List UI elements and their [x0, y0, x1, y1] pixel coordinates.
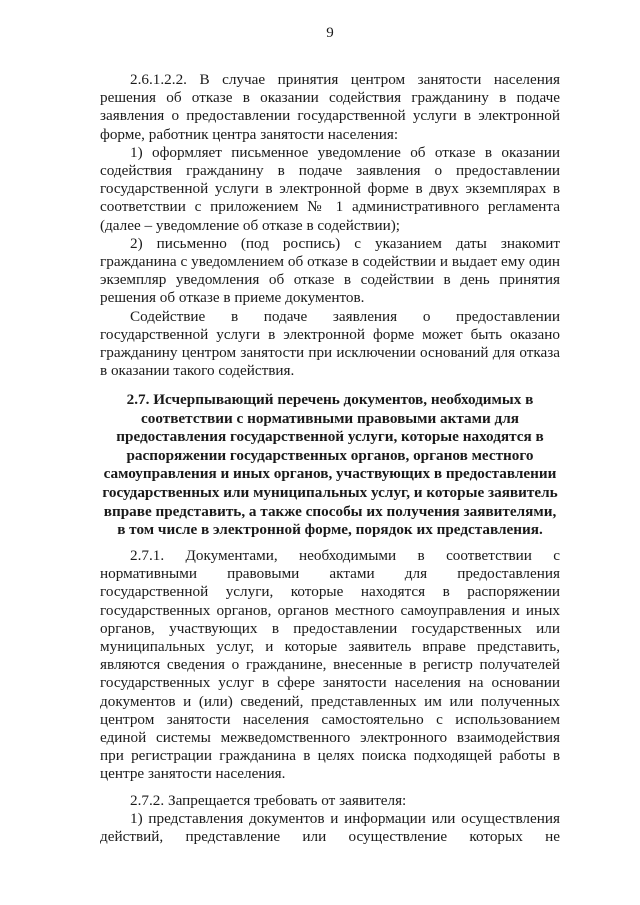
section-heading-2-7: 2.7. Исчерпывающий перечень документов, необходимых в соответствии с нормативными правовыми актами для предоставления государственной услуги, которые находятся в распоряжении государственных органов, органов местного самоуправления и иных органов, участвующих в предоставлении государственных или муниципальных услуг, и которые заявитель вправе представить, а также способы их получения заявителями, в том числе в электронной форме, порядок их представления.	[102, 391, 558, 539]
paragraph-item-2: 2) письменно (под роспись) с указанием даты знакомит гражданина с уведомлением об отказе в содействии и выдает ему один экземпляр уведомления об отказе в содействии в день принятия решения об отказе в приеме документов.	[100, 234, 560, 307]
paragraph-item-1: 1) оформляет письменное уведомление об отказе в оказании содействия гражданину в подаче заявления о предоставлении государственной услуги в электронной форме в двух экземплярах в соответствии с приложением № 1 административного регламента (далее – уведомление об отказе в содействии);	[100, 143, 560, 234]
paragraph-2-7-2: 2.7.2. Запрещается требовать от заявителя:	[130, 792, 407, 809]
section-2-6-1-2-2	[100, 71, 560, 380]
paragraph-2-7-2-item-1: 1) представления документов и информации или осуществления действий, представление или осуществление которых не	[100, 810, 560, 846]
section-2-7-1	[100, 547, 560, 784]
paragraph-assistance: Содействие в подаче заявления о предоставлении государственной услуги в электронной форме может быть оказано гражданину центром занятости при исключении оснований для отказа в оказании такого содействия.	[100, 307, 560, 380]
paragraph-2-6-1-2-2: 2.6.1.2.2. В случае принятия центром занятости населения решения об отказе в оказании содействия гражданину в подаче заявления о предоставлении государственной услуги в электронной форме, работник центра занятости населения:	[100, 71, 560, 143]
page-number: 9	[326, 25, 334, 41]
section-2-7-2	[100, 792, 560, 847]
paragraph-2-7-1: 2.7.1. Документами, необходимыми в соответствии с нормативными правовыми актами для предоставления государственной услуги, которые находятся в распоряжении государственных органов, органов местного самоуправления и иных органов, участвующих в предоставлении государственных или муниципальных услуг, и которые заявитель вправе представить, являются сведения о гражданине, внесенные в регистр получателей государственных услуг в сфере занятости населения на основании документов и (или) сведений, представленных им или полученных центром занятости населения самостоятельно с использованием единой системы межведомственного электронного взаимодействия при регистрации гражданина в целях поиска подходящей работы в центре занятости населения.	[100, 547, 560, 783]
section-2-7-heading-block	[100, 391, 560, 540]
